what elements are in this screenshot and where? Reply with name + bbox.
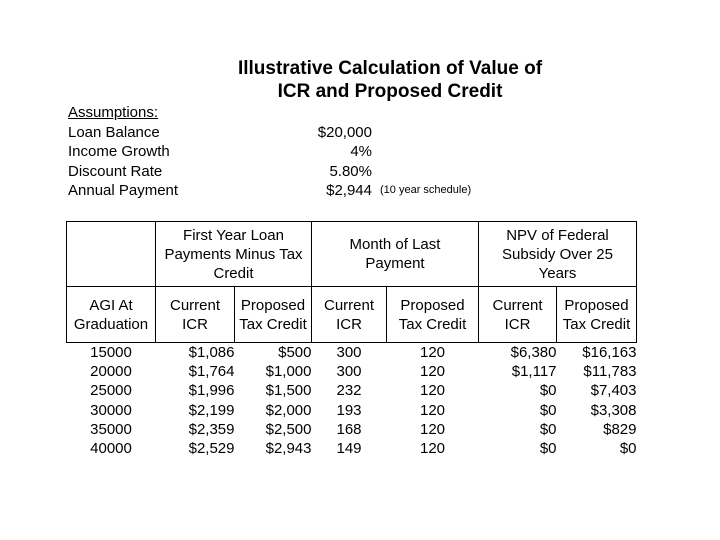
cell-agi: 25000	[90, 382, 132, 400]
cell-fy-proposed: $1,500	[265, 382, 312, 400]
table-row	[67, 343, 637, 363]
assumptions-header: Assumptions:	[68, 104, 159, 121]
cell-ml-proposed: 120	[419, 420, 446, 438]
assumptions-block	[68, 103, 471, 201]
group-header-month-last-payment: Month of Last Payment	[312, 222, 479, 287]
assumption-label: Loan Balance	[68, 123, 160, 141]
cell-npv-current: $6,380	[510, 344, 557, 362]
column-header-proposed-tax-credit: Proposed Tax Credit	[235, 287, 312, 343]
cell-fy-proposed: $1,000	[265, 363, 312, 381]
assumption-row	[68, 162, 471, 182]
cell-npv-current: $0	[539, 401, 557, 419]
table-row	[67, 439, 637, 458]
cell-ml-current: 300	[336, 344, 362, 362]
table-row	[67, 362, 637, 381]
table-row	[67, 381, 637, 400]
cell-npv-proposed: $11,783	[583, 363, 637, 381]
calculation-table	[66, 221, 637, 458]
cell-agi: 15000	[90, 344, 132, 362]
assumption-value: $20,000	[317, 123, 372, 141]
cell-fy-current: $2,199	[188, 401, 235, 419]
cell-fy-current: $2,359	[188, 420, 235, 438]
cell-fy-proposed: $2,000	[265, 401, 312, 419]
cell-agi: 35000	[90, 420, 132, 438]
cell-fy-current: $1,996	[188, 382, 235, 400]
cell-npv-current: $0	[539, 440, 557, 458]
cell-fy-proposed: $2,943	[265, 440, 312, 458]
cell-fy-current: $2,529	[188, 440, 235, 458]
assumption-label: Discount Rate	[68, 162, 163, 180]
assumption-label: Annual Payment	[68, 182, 179, 199]
column-header-current-icr: Current ICR	[156, 287, 235, 343]
cell-npv-proposed: $3,308	[590, 401, 637, 419]
cell-npv-current: $1,117	[511, 363, 557, 381]
cell-ml-proposed: 120	[419, 401, 446, 419]
cell-fy-current: $1,086	[188, 344, 235, 362]
title-line-2: ICR and Proposed Credit	[277, 81, 503, 102]
cell-agi: 30000	[90, 401, 132, 419]
column-header-current-icr: Current ICR	[312, 287, 387, 343]
title-line-1: Illustrative Calculation of Value of	[237, 58, 543, 79]
table-row	[67, 401, 637, 420]
cell-npv-proposed: $16,163	[582, 344, 637, 362]
cell-fy-proposed: $500	[278, 344, 312, 362]
assumption-note: (10 year schedule)	[380, 184, 472, 196]
column-header-proposed-tax-credit: Proposed Tax Credit	[387, 287, 479, 343]
cell-ml-current: 193	[336, 401, 362, 419]
assumption-row	[68, 142, 471, 162]
cell-agi: 40000	[90, 440, 132, 458]
cell-npv-current: $0	[539, 382, 557, 400]
assumption-row	[68, 123, 471, 143]
cell-fy-current: $1,764	[188, 363, 235, 381]
column-header-current-icr: Current ICR	[479, 287, 557, 343]
assumption-value: 5.80%	[329, 162, 372, 180]
cell-npv-current: $0	[539, 420, 557, 438]
group-header-first-year: First Year Loan Payments Minus Tax Credit	[156, 222, 312, 287]
cell-ml-current: 149	[336, 440, 362, 458]
cell-ml-proposed: 120	[419, 344, 446, 362]
cell-npv-proposed: $7,403	[590, 382, 637, 400]
cell-npv-proposed: $0	[619, 440, 637, 458]
assumption-row	[68, 181, 471, 201]
cell-ml-proposed: 120	[419, 363, 446, 381]
group-header-blank	[67, 222, 156, 287]
cell-npv-proposed: $829	[603, 420, 637, 438]
table-row	[67, 420, 637, 439]
column-header-agi: AGI At Graduation	[67, 287, 156, 343]
assumption-value: 4%	[350, 143, 372, 160]
cell-agi: 20000	[90, 363, 132, 381]
column-header-proposed-tax-credit: Proposed Tax Credit	[557, 287, 637, 343]
cell-fy-proposed: $2,500	[265, 420, 312, 438]
assumption-value: $2,944	[326, 182, 372, 199]
cell-ml-current: 300	[336, 363, 362, 381]
cell-ml-current: 232	[336, 382, 362, 400]
cell-ml-current: 168	[336, 420, 362, 438]
group-header-npv: NPV of Federal Subsidy Over 25 Years	[479, 222, 637, 287]
cell-ml-proposed: 120	[419, 440, 446, 458]
cell-ml-proposed: 120	[419, 382, 446, 400]
assumption-label: Income Growth	[68, 143, 170, 160]
